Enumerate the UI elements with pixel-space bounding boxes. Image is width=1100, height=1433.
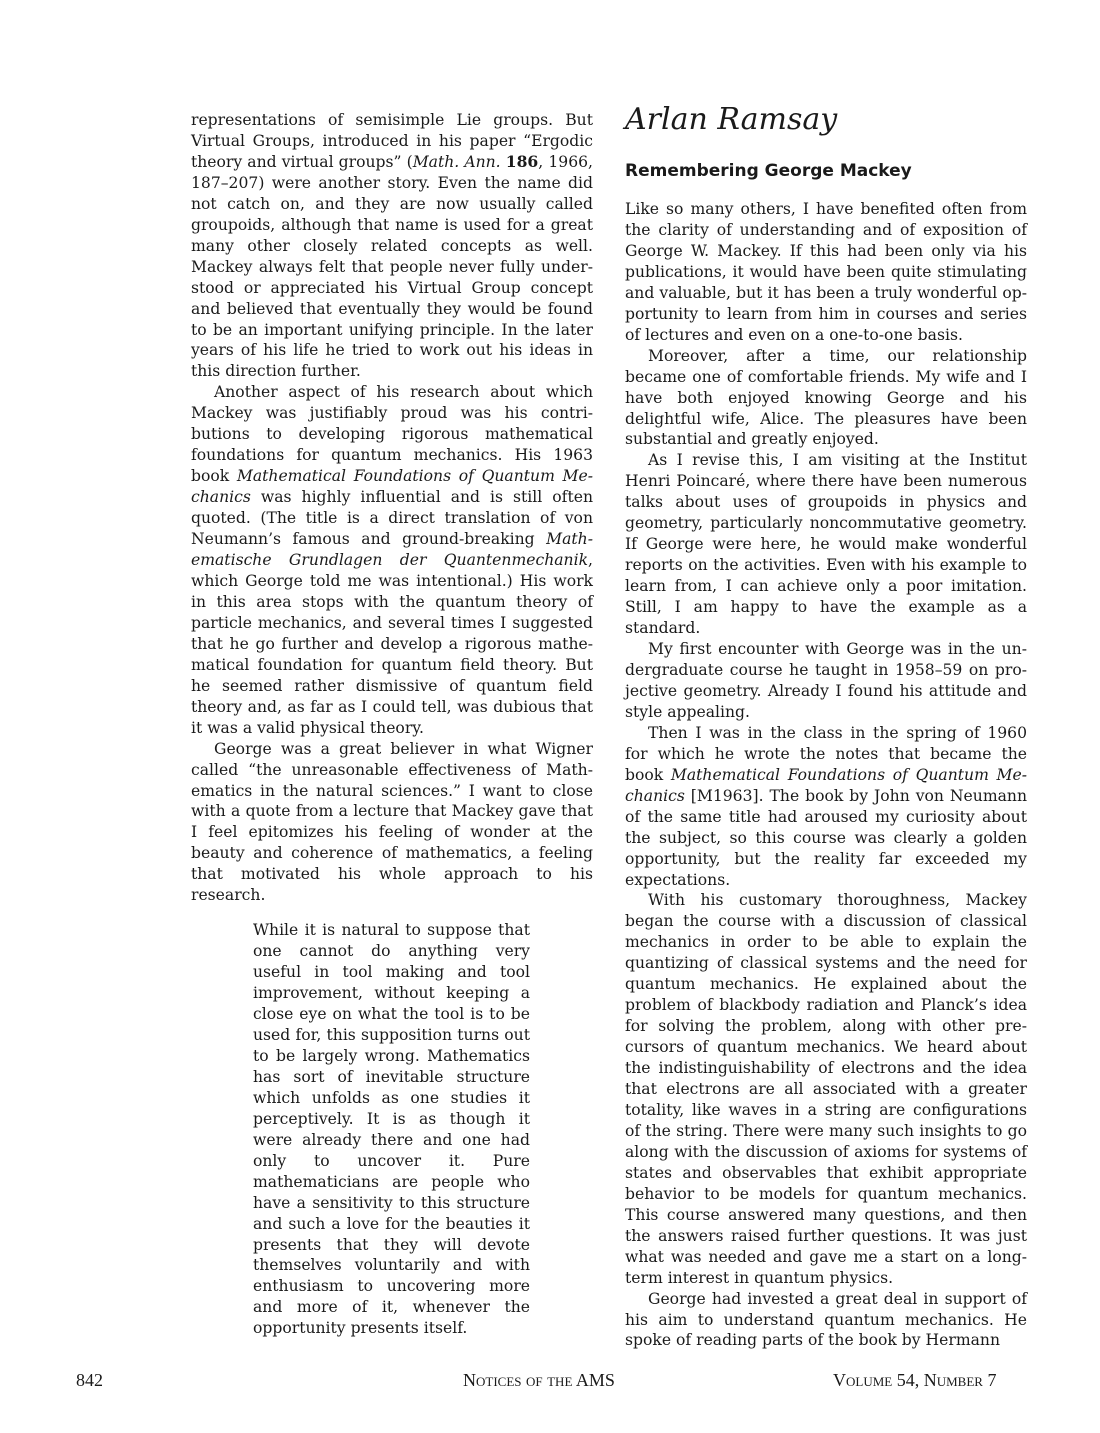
journal-citation: Math. Ann. — [412, 152, 501, 171]
journal-volume: 186 — [505, 151, 539, 171]
paragraph-course: With his customary thoroughness, Mackey began the course with a discussion of classical mechanics in order to be able to explain the quantizing of classical systems and the need for quantum mechanics. He explained about the problem of blackbody radiation and Planck’s idea for solving the problem, along with other precursors of quantum mechanics. We heard about the indistinguishability of electrons and the idea that electrons are all associated with a greater totality, like waves in a string are configurations of the string. There were many such insights to go along with the discussion of axioms for systems of states and observables that exhibit appropriate behavior to be models for quantum mechanics. This course answered many questions, and then the answers raised further questions. It was just what was needed and gave me a start on a long-term interest in quantum physics. — [625, 891, 1027, 1287]
paragraph-friends: Moreover, after a time, our relationship became one of comfortable friends. My wife and I have both enjoyed knowing George and his delightful wife, Alice. The pleasures have been substantial and greatly enjoyed. — [625, 346, 1027, 449]
paragraph-first-encounter: My first encounter with George was in the undergraduate course he taught in 1958–59 on projective geometry. Already I found his attitude and style appealing. — [625, 640, 1027, 721]
paragraph-invested: George had invested a great deal in support of his aim to understand quantum mechanics. He spoke of reading parts of the book by Hermann — [625, 1289, 1027, 1350]
block-quote: While it is natural to suppose that one cannot do anything very useful in tool making and tool improvement, without keeping a close eye on what the tool is to be used for, this supposition turns out to be largely wrong. Mathematics has sort of inevitable structure which unfolds as one studies it perceptively. It is as though it were already there and one had only to uncover it. Pure mathematicians are people who have a sensitivity to this structure and such a love for the beauties it presents that they will devote themselves voluntarily and with enthusiasm to uncovering more and more of it, whenever the opportunity presents itself. — [253, 921, 530, 1338]
journal-name: Notices of the AMS — [463, 1370, 615, 1390]
paragraph-intro: Like so many others, I have benefited often from the clarity of understanding and of exposition of George W. Mackey. If this had been only via his publications, it would have been quite stimulating and valuable, but it has been a truly wonderful opportunity to learn from him in courses and series of lectures and even on a one-to-one basis. — [625, 200, 1027, 344]
paragraph-1960-class: Then I was in the class in the spring of 1960 for which he wrote the notes that became the book Mathematical Foundations of Quantum Mechanics [M1963]. The book by John von Neumann of the same title had aroused my curiosity about the subject, so this course was clearly a golden opportunity, but the reality far exceeded my expectations. — [625, 723, 1027, 889]
paragraph-poincare: As I revise this, I am visiting at the Institut Henri Poincaré, where there have been numerous talks about uses of groupoids in physics and geometry, particularly noncommutative geometry. If George were here, he would make wonderful reports on the activities. Even with his example to learn from, I can achieve only a poor imitation. Still, I am happy to have the example as a standard. — [625, 451, 1027, 638]
book-title: Mathematical Foundations of Quantum Mechanics — [191, 467, 593, 507]
right-column — [625, 100, 1027, 1351]
author-name: Arlan Ramsay — [625, 102, 838, 137]
paragraph-wigner: George was a great believer in what Wigner called “the unreasonable effectiveness of Mathematics in the natural sciences.” I want to close with a quote from a lecture that Mackey gave that I feel epitomizes his feeling of wonder at the beauty and coherence of mathematics, a feeling that motivated his whole approach to his research. — [191, 739, 593, 905]
book-title-german: Mathematische Grundlagen der Quantenmechanik — [191, 530, 593, 570]
paragraph-virtual-groups: representations of semisimple Lie groups. But Virtual Groups, introduced in his paper “Ergodic theory and virtual groups” (Math. Ann. 186, 1966, 187–207) were another story. Even the name did not catch on, and they are now usually called groupoids, although that name is used for a great many other closely related concepts as well. Mackey always felt that people never fully understood or appreciated his Virtual Group concept and believed that eventually they would be found to be an important unifying principle. In the later years of his life he tried to work out his ideas in this direction further. — [191, 111, 593, 381]
article-title: Remembering George Mackey — [625, 161, 912, 181]
page-number: 842 — [76, 1370, 103, 1390]
volume-number: Volume 54, Number 7 — [833, 1370, 997, 1390]
book-title: Mathematical Foundations of Quantum Mechanics — [625, 765, 1027, 805]
paragraph-quantum-foundations: Another aspect of his research about which Mackey was justifiably proud was his contributions to developing rigorous mathematical foundations for quantum mechanics. His 1963 book Mathematical Foundations of Quantum Mechanics was highly influential and is still often quoted. (The title is a direct translation of von Neumann’s famous and ground-breaking Mathematische Grundlagen der Quantenmechanik, which George told me was intentional.) His work in this area stops with the quantum theory of particle mechanics, and several times I suggested that he go further and develop a rigorous mathematical foundation for quantum field theory. But he seemed rather dismissive of quantum field theory and, as far as I could tell, was dubious that it was a valid physical theory. — [191, 383, 593, 737]
left-column — [191, 110, 593, 1339]
